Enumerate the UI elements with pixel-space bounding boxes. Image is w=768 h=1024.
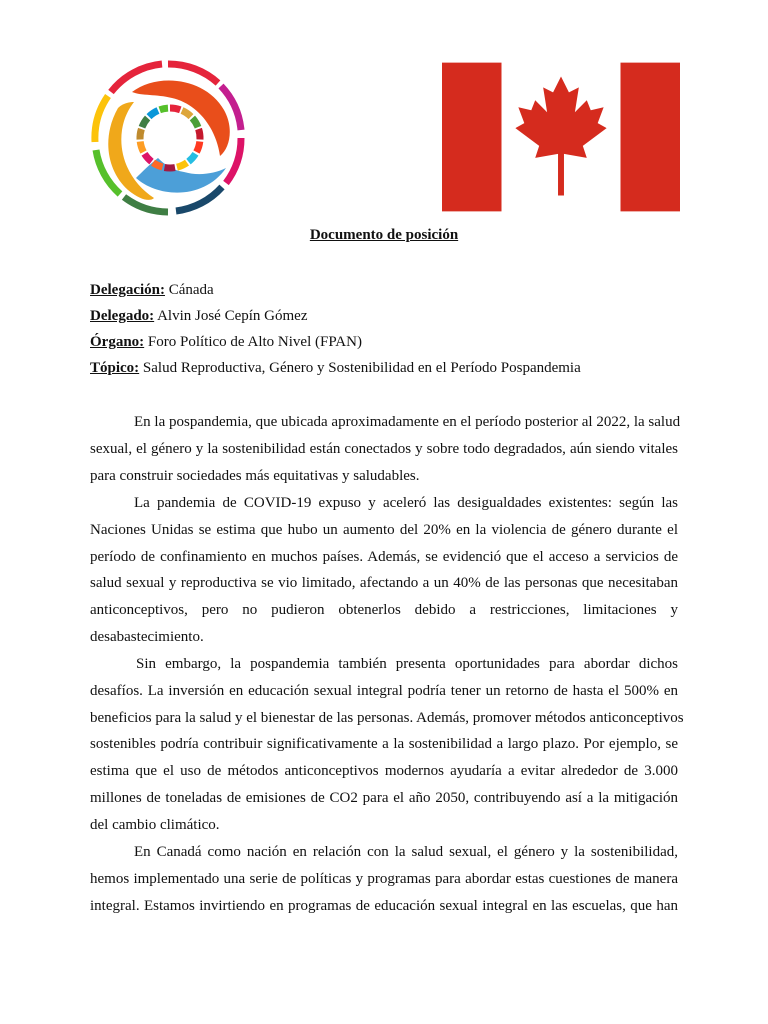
meta-label: Órgano: (90, 334, 145, 350)
body-paragraph-2 (90, 490, 678, 651)
paragraph-line: período de confinamiento en muchos países. Además, se evidenció que el acceso a servicios de (90, 548, 678, 565)
meta-value: Salud Reproductiva, Género y Sostenibilidad en el Período Pospandemia (139, 360, 581, 376)
meta-value: Foro Político de Alto Nivel (FPAN) (144, 334, 362, 350)
meta-delegado (90, 308, 690, 325)
paragraph-line: desafíos. La inversión en educación sexual integral podría tener un retorno de hasta el 500% en (90, 682, 678, 699)
paragraph-line: hemos implementado una serie de políticas y programas para abordar estas cuestiones de manera (90, 870, 678, 887)
paragraph-line: Sin embargo, la pospandemia también presenta oportunidades para abordar dichos (136, 656, 678, 672)
meta-label: Delegado: (90, 308, 155, 324)
paragraph-line: Naciones Unidas se estima que hubo un aumento del 20% en la violencia de género durante el (90, 521, 678, 538)
paragraph-line: La pandemia de COVID-19 expuso y aceleró las desigualdades existentes: según las (134, 495, 678, 511)
paragraph-line: del cambio climático. (90, 816, 220, 833)
meta-value: Alvin José Cepín Gómez (154, 308, 308, 324)
paragraph-line: para construir sociedades más equitativas y saludables. (90, 467, 420, 484)
document-title: Documento de posición (309, 227, 459, 243)
canada-flag (442, 62, 680, 212)
paragraph-line: En la pospandemia, que ubicada aproximadamente en el período posterior al 2022, la salud (134, 414, 681, 430)
paragraph-line: anticonceptivos, pero no pudieron obtenerlos debido a restricciones, limitaciones y (90, 602, 678, 619)
paragraph-line: En Canadá como nación en relación con la salud sexual, el género y la sostenibilidad, (134, 844, 678, 860)
sdg-inner-ring-icon (140, 108, 200, 168)
paragraph-line: estima que el uso de métodos anticonceptivos modernos ayudaría a evitar alrededor de 3.000 (90, 763, 678, 780)
body-paragraph-3 (90, 651, 684, 839)
paragraph-line: integral. Estamos invirtiendo en programas de educación sexual integral en las escuelas, que han (90, 897, 678, 914)
paragraph-line: desabastecimiento. (90, 628, 204, 645)
meta-label: Delegación: (90, 282, 165, 298)
body-paragraph-4 (90, 839, 678, 919)
paragraph-line: millones de toneladas de emisiones de CO2 para el año 2050, contribuyendo así a la mitigación (90, 789, 678, 806)
meta-value: Cánada (164, 282, 214, 298)
paragraph-line: sostenibles podría contribuir significativamente a la sostenibilidad a largo plazo. Por ejemplo, se (90, 736, 678, 753)
meta-label: Tópico: (90, 360, 140, 376)
flag-left-band (442, 63, 502, 212)
paragraph-line: beneficios para la salud y el bienestar de las personas. Además, promover métodos anticonceptivos (90, 709, 684, 726)
meta-organo (90, 334, 690, 351)
paragraph-line: sexual, el género y la sostenibilidad están conectados y sobre todo degradados, aún siendo vitales (90, 440, 678, 457)
sdg-wheel-logo (88, 58, 248, 218)
flag-right-band (621, 63, 681, 212)
meta-delegacion (90, 282, 690, 299)
paragraph-line: salud sexual y reproductiva se vio limitado, afectando a un 40% de las personas que necesitaban (90, 575, 678, 592)
body-paragraph-1 (90, 409, 681, 489)
meta-topico (90, 360, 690, 377)
